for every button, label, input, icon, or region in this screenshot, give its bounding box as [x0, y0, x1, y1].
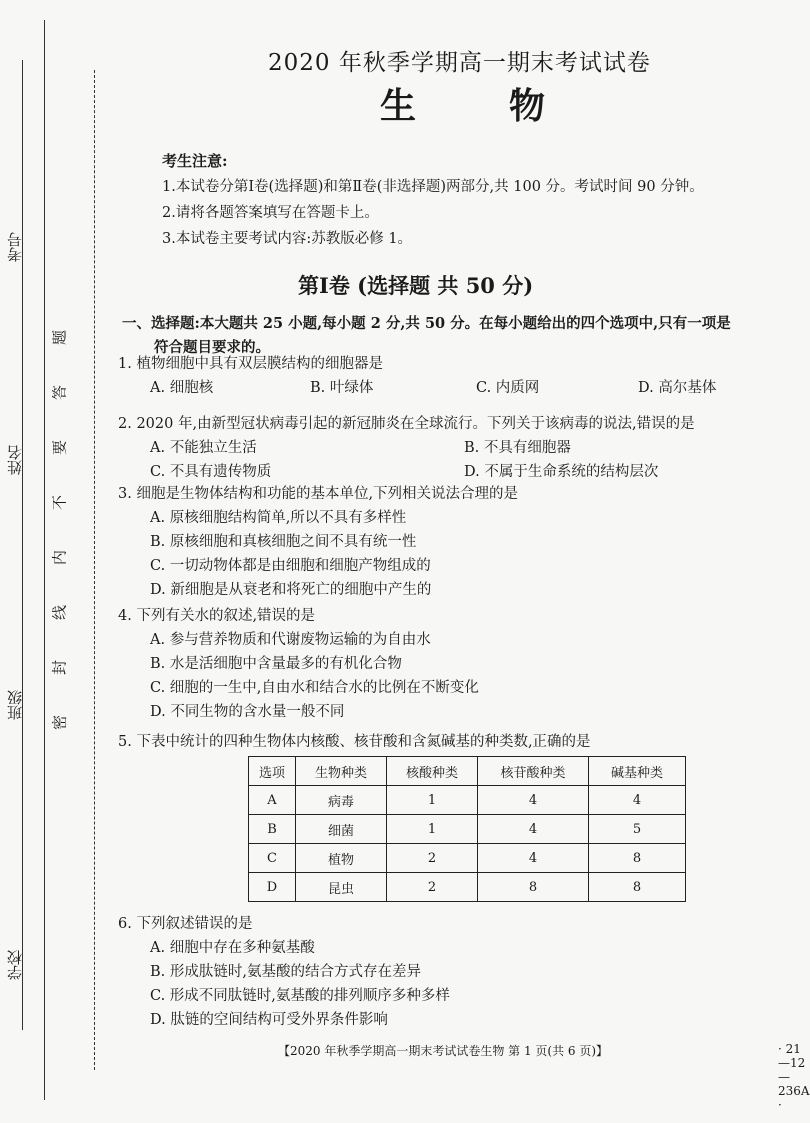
table-cell: A: [249, 786, 296, 815]
option: A. 参与营养物质和代谢废物运输的为自由水: [150, 632, 431, 648]
question-stem: 5. 下表中统计的四种生物体内核酸、核苷酸和含氮碱基的种类数,正确的是: [118, 734, 591, 750]
subject-char: 生: [380, 85, 418, 127]
table-row: [249, 786, 686, 815]
question-stem: 4. 下列有关水的叙述,错误的是: [118, 608, 316, 624]
subject-char: 物: [509, 85, 547, 127]
seal-line: [94, 70, 95, 1070]
option: A. 细胞核: [150, 380, 214, 396]
option: D. 肽链的空间结构可受外界条件影响: [150, 1012, 388, 1028]
instruction-line: 一、选择题:本大题共 25 小题,每小题 2 分,共 50 分。在每小题给出的四个选项中,只有一项是: [122, 315, 731, 332]
option: B. 水是活细胞中含量最多的有机化合物: [150, 656, 402, 672]
seal-char: 封: [50, 660, 69, 676]
option: C. 形成不同肽链时,氨基酸的排列顺序多种多样: [150, 988, 450, 1004]
table-cell: 4: [478, 844, 589, 873]
table-row: [249, 873, 686, 902]
table-cell: 昆虫: [296, 873, 387, 902]
question-stem: 6. 下列叙述错误的是: [118, 916, 253, 932]
table-cell: C: [249, 844, 296, 873]
seal-warning: [52, 330, 68, 730]
table-header: 核苷酸种类: [478, 757, 589, 786]
seal-char: 答: [50, 385, 69, 401]
option: B. 形成肽链时,氨基酸的结合方式存在差异: [150, 964, 421, 980]
question-1: [118, 352, 778, 400]
question-6: [118, 912, 778, 1032]
notice-item: 3.本试卷主要考试内容:苏教版必修 1。: [162, 231, 413, 247]
table-cell: 细菌: [296, 815, 387, 844]
table-row: [249, 844, 686, 873]
option: B. 叶绿体: [310, 380, 374, 396]
table-header-row: [249, 757, 686, 786]
option: C. 一切动物体都是由细胞和细胞产物组成的: [150, 558, 431, 574]
instruction-line: 符合题目要求的。: [154, 339, 270, 356]
table-cell: B: [249, 815, 296, 844]
table-header: 碱基种类: [589, 757, 686, 786]
option: C. 不具有遗传物质: [150, 464, 272, 480]
binding-margin: [0, 0, 120, 1123]
notice-heading: 考生注意:: [162, 152, 228, 170]
option: D. 不属于生命系统的结构层次: [464, 464, 659, 480]
table-cell: 4: [478, 815, 589, 844]
margin-line-outer: [22, 60, 23, 1030]
seal-char: 不: [50, 495, 69, 511]
seal-char: 内: [50, 550, 69, 566]
exam-title: 2020 年秋季学期高一期末考试试卷: [268, 50, 651, 76]
option: B. 不具有细胞器: [464, 440, 571, 456]
option: D. 不同生物的含水量一般不同: [150, 704, 345, 720]
option: C. 细胞的一生中,自由水和结合水的比例在不断变化: [150, 680, 479, 696]
table-cell: 8: [589, 844, 686, 873]
name-label: 姓名: [6, 445, 24, 475]
table-cell: 5: [589, 815, 686, 844]
question-stem: 2. 2020 年,由新型冠状病毒引起的新冠肺炎在全球流行。下列关于该病毒的说法,错误的是: [118, 416, 695, 432]
option: C. 内质网: [476, 380, 540, 396]
option: B. 原核细胞和真核细胞之间不具有统一性: [150, 534, 417, 550]
question-stem: 3. 细胞是生物体结构和功能的基本单位,下列相关说法合理的是: [118, 486, 519, 502]
question-3: [118, 482, 778, 602]
seal-char: 题: [50, 330, 69, 346]
exam-code: · 21—12—236A ·: [778, 1042, 810, 1112]
option: A. 原核细胞结构简单,所以不具有多样性: [150, 510, 407, 526]
table-cell: 8: [589, 873, 686, 902]
option: A. 细胞中存在多种氨基酸: [150, 940, 315, 956]
school-label: 学校: [6, 950, 24, 980]
question-5: [118, 730, 778, 754]
seal-char: 线: [50, 605, 69, 621]
notice-item: 2.请将各题答案填写在答题卡上。: [162, 205, 379, 221]
notice-item: 1.本试卷分第Ⅰ卷(选择题)和第Ⅱ卷(非选择题)两部分,共 100 分。考试时间 90 分钟。: [162, 179, 704, 195]
nucleic-acid-table: [248, 756, 686, 902]
page-footer: 【2020 年秋季学期高一期末考试试卷生物 第 1 页(共 6 页)】: [278, 1044, 609, 1058]
table-cell: 2: [387, 873, 478, 902]
table-header: 选项: [249, 757, 296, 786]
option: D. 高尔基体: [638, 380, 717, 396]
section-title: 第Ⅰ卷 (选择题 共 50 分): [298, 273, 534, 298]
table-cell: 4: [589, 786, 686, 815]
option-row: [118, 460, 778, 484]
option: A. 不能独立生活: [150, 440, 257, 456]
table-cell: 4: [478, 786, 589, 815]
table-cell: D: [249, 873, 296, 902]
candidate-notice: [162, 148, 704, 252]
seal-char: 密: [50, 715, 69, 731]
margin-line-inner: [44, 20, 45, 1100]
table-row: [249, 815, 686, 844]
table-cell: 8: [478, 873, 589, 902]
subject-title: [380, 78, 546, 129]
table-header: 核酸种类: [387, 757, 478, 786]
option: D. 新细胞是从衰老和将死亡的细胞中产生的: [150, 582, 432, 598]
table-cell: 植物: [296, 844, 387, 873]
table-cell: 1: [387, 815, 478, 844]
table-cell: 病毒: [296, 786, 387, 815]
option-row: [118, 436, 778, 460]
exam-number-label: 考号: [6, 232, 24, 262]
table-cell: 2: [387, 844, 478, 873]
question-stem: 1. 植物细胞中具有双层膜结构的细胞器是: [118, 356, 383, 372]
class-label: 班级: [6, 690, 24, 720]
seal-char: 要: [50, 440, 69, 456]
table-header: 生物种类: [296, 757, 387, 786]
option-row: [118, 376, 778, 400]
question-4: [118, 604, 778, 724]
question-2: [118, 412, 778, 484]
table-cell: 1: [387, 786, 478, 815]
